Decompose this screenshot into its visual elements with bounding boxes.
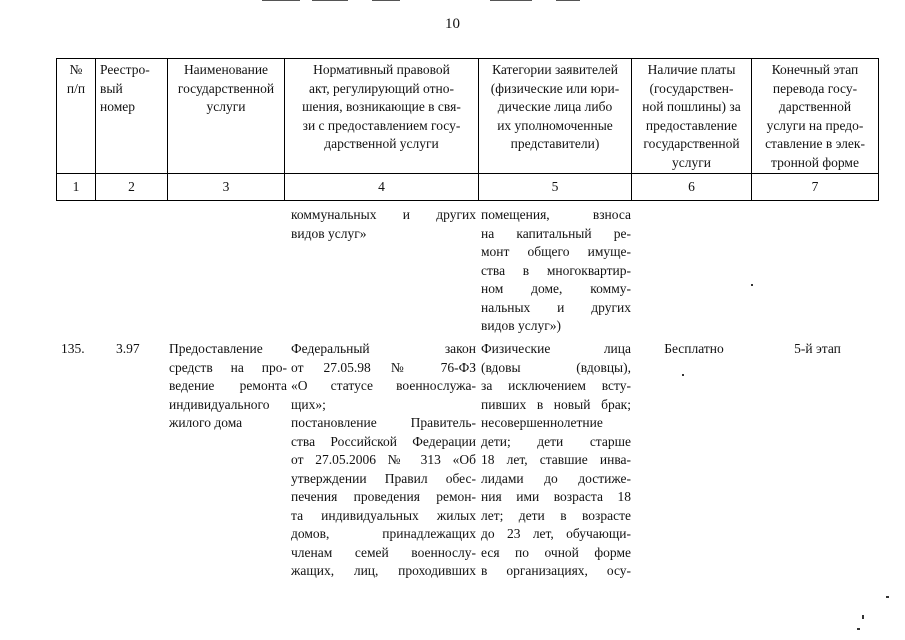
scan-edge-line (312, 0, 348, 1)
scan-speck (862, 615, 864, 619)
page-number: 10 (445, 16, 460, 32)
row-service-name: Предоставление средств на про- ведение ремонта индивидуального жилого дома (169, 341, 287, 430)
scan-speck (857, 628, 860, 630)
continuation-applicants: помещения, взноса на капитальный ре- монт общего имуще- ства в многоквартир- ном доме, комму- нальных и других видов услуг») (481, 207, 631, 333)
scan-speck (682, 374, 684, 376)
scan-edge-line (372, 0, 400, 1)
header-cell-legal-act: Нормативный правовой акт, регулирующий отно- шения, возникающие в свя- зи с предоставлением госу- дарственной услуги (285, 59, 479, 174)
header-cell-registry: Реестро- вый номер (96, 59, 168, 174)
column-number: 4 (285, 174, 479, 201)
scan-edge-line (262, 0, 300, 1)
row-applicants: Физические лица (вдовы (вдовцы), за исключением всту- пивших в новый брак; несовершеннолетние дети; дети старше 18 лет, ставшие инва- лидами до достиже- ния ими возраста 18 лет; дети в возрасте до 23 лет, обучающи- еся по очной форме в организациях, осу- (481, 341, 631, 578)
row-legal-act: Федеральный закон от 27.05.98 № 76-ФЗ «О статусе военнослужа- щих»; постановление Правитель- ства Российской Федерации от 27.05.2006 № 313 «Об утверждении Правил обес- печения проведения ремон- та индивидуальных жилых домов, принадлежащих членам семей военнослу- жащих, лиц, проходивших (291, 341, 476, 578)
column-number: 6 (632, 174, 752, 201)
row-number: 135. (61, 341, 85, 356)
header-table (56, 58, 879, 201)
row-registry-number: 3.97 (116, 341, 140, 356)
header-cell-final-stage: Конечный этап перевода госу- дарственной услуги на предо- ставление в элек- тронной форме (752, 59, 879, 174)
header-cell-number: № п/п (57, 59, 96, 174)
row-final-stage: 5-й этап (794, 341, 841, 356)
column-number: 1 (57, 174, 96, 201)
column-number: 3 (168, 174, 285, 201)
column-number-row (57, 174, 879, 201)
header-row (57, 59, 879, 174)
header-cell-payment: Наличие платы (государствен- ной пошлины) за предоставление государственной услуги (632, 59, 752, 174)
scan-speck (751, 284, 753, 286)
scan-edge-line (490, 0, 532, 1)
header-cell-applicants: Категории заявителей (физические или юри- дические лица либо их уполномоченные представители) (479, 59, 632, 174)
scan-edge-line (556, 0, 580, 1)
scan-speck (886, 596, 889, 598)
column-number: 7 (752, 174, 879, 201)
row-payment: Бесплатно (664, 341, 724, 356)
column-number: 5 (479, 174, 632, 201)
continuation-legal-act: коммунальных и других видов услуг» (291, 207, 476, 241)
column-number: 2 (96, 174, 168, 201)
header-cell-service-name: Наименование государственной услуги (168, 59, 285, 174)
